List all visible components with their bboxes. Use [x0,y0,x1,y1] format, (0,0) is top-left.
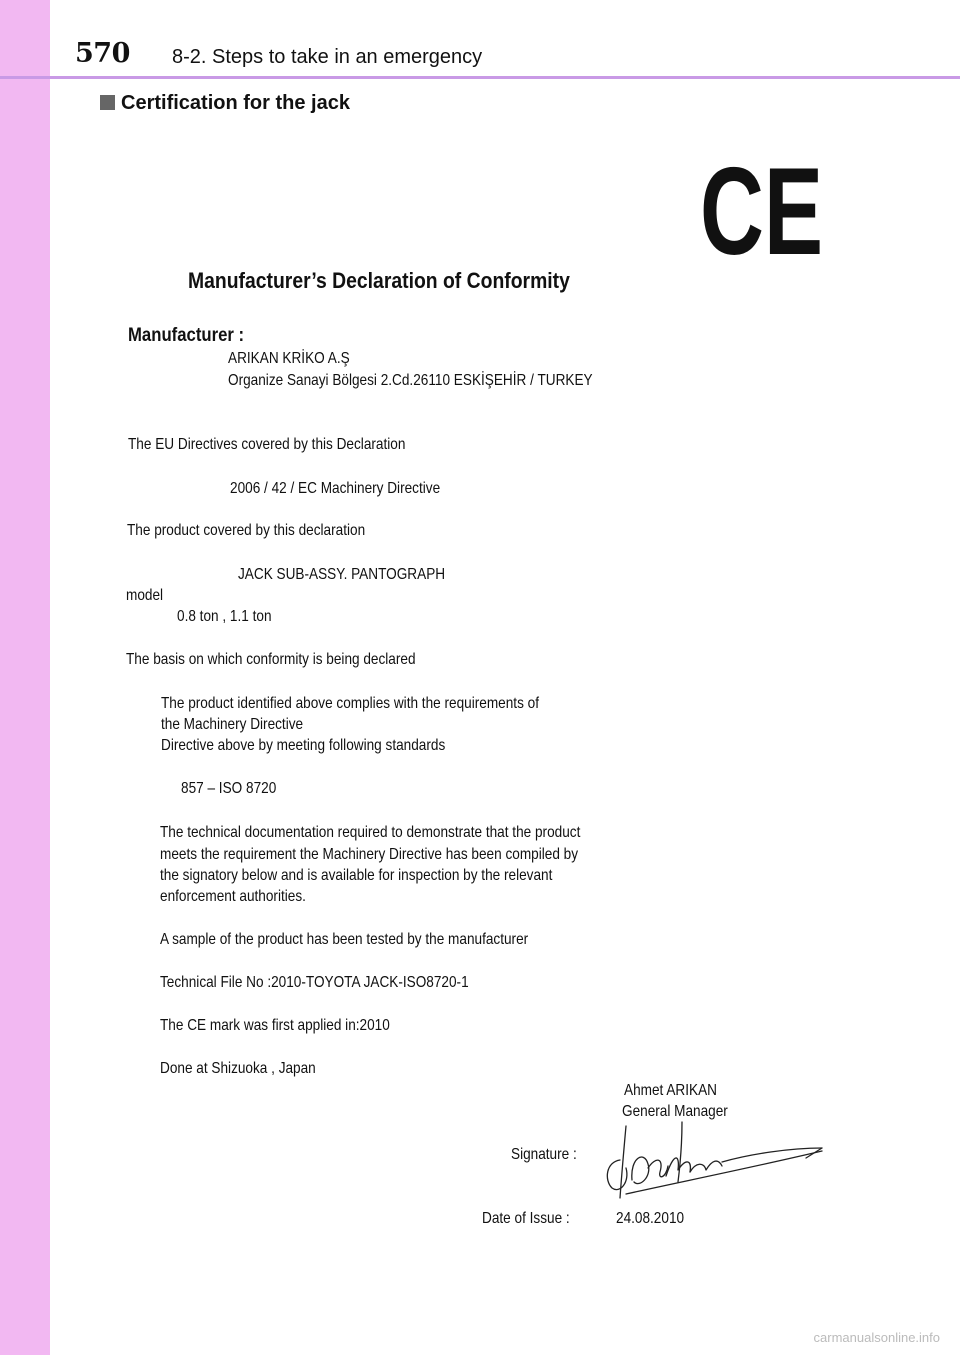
basis-label: The basis on which conformity is being declared [126,651,416,668]
model-label: model [126,587,164,604]
product-label: The product covered by this declaration [127,522,366,539]
handwritten-signature-icon [600,1118,830,1203]
manufacturer-address: Organize Sanayi Bölgesi 2.Cd.26110 ESKİŞEHİR / TURKEY [228,372,593,389]
page-number: 570 [75,38,130,69]
basis-line: Directive above by meeting following standards [161,737,446,754]
header-rule [0,76,960,79]
sample-tested: A sample of the product has been tested by the manufacturer [160,931,529,948]
signatory-name: Ahmet ARIKAN [624,1082,717,1099]
signature-label: Signature : [511,1146,577,1163]
basis-line: The product identified above complies with the requirements of [161,695,539,712]
standard: 857 – ISO 8720 [181,780,277,797]
date-label: Date of Issue : [482,1210,570,1227]
done-at: Done at Shizuoka , Japan [160,1060,316,1077]
tech-doc-line: enforcement authorities. [160,888,306,905]
directive: 2006 / 42 / EC Machinery Directive [230,480,441,497]
product-name: JACK SUB-ASSY. PANTOGRAPH [238,566,446,583]
directives-label: The EU Directives covered by this Declaration [128,436,406,453]
signatory-title: General Manager [622,1103,728,1120]
section-heading [100,92,350,115]
tech-doc-line: meets the requirement the Machinery Directive has been compiled by [160,846,579,863]
declaration-title: Manufacturer’s Declaration of Conformity [188,268,570,293]
square-bullet-icon [100,95,115,110]
ce-mark-icon [700,143,825,281]
manufacturer-label: Manufacturer : [128,325,245,346]
technical-file: Technical File No :2010-TOYOTA JACK-ISO8720-1 [160,974,469,991]
tech-doc-line: The technical documentation required to demonstrate that the product [160,824,581,841]
date-value: 24.08.2010 [616,1210,685,1227]
tech-doc-line: the signatory below and is available for inspection by the relevant [160,867,553,884]
ce-applied: The CE mark was first applied in:2010 [160,1017,390,1034]
basis-line: the Machinery Directive [161,716,304,733]
watermark-text: carmanualsonline.info [813,1330,940,1345]
section-heading-text: Certification for the jack [121,92,350,114]
model-values: 0.8 ton , 1.1 ton [177,608,272,625]
header-title: 8-2. Steps to take in an emergency [172,46,483,68]
page-side-tab [0,0,50,1355]
manufacturer-name: ARIKAN KRİKO A.Ş [228,350,350,367]
ce-mark-text: CE [700,143,823,281]
